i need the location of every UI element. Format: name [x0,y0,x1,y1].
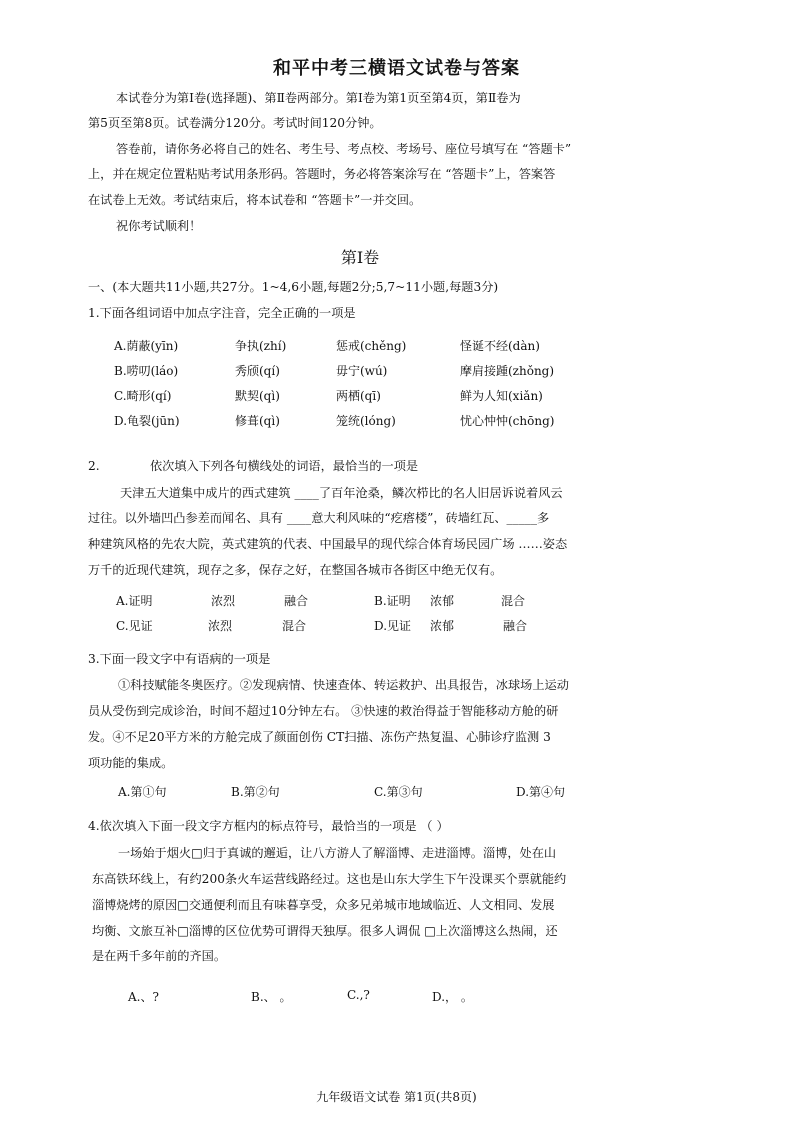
q2-option: 混合 [282,619,307,633]
q3-passage-line: 员从受伤到完成诊治，时间不超过10分钟左右。 ③快速的救治得益于智能移动方舱的研 [88,704,559,718]
q3-option: B.第②句 [231,785,280,799]
q2-option: 混合 [501,594,526,608]
q1-option-text: 两栖(qī) [336,389,381,403]
q1-option-text: A.荫蔽(yīn) [114,339,179,353]
q1-option-text: 争执(zhí) [235,339,287,353]
q2-option: 融合 [503,619,528,633]
good-luck-line: 祝你考试顺利！ [116,219,202,233]
q3-passage-line: ①科技赋能冬奥医疗。②发现病情、快速查体、转运救护、出具报告，冰球场上运动 [118,678,569,692]
q2-option: D.见证 [374,619,412,633]
question-3-stem: 3.下面一段文字中有语病的一项是 [88,652,271,666]
q1-option-text: 怪诞不经(dàn) [460,339,540,353]
intro-line: 本试卷分为第Ⅰ卷(选择题)、第Ⅱ卷两部分。第Ⅰ卷为第1页至第4页，第Ⅱ卷为 [116,91,521,105]
q3-option: D.第④句 [516,785,566,799]
intro-line: 答卷前，请你务必将自己的姓名、考生号、考点校、考场号、座位号填写在 “答题卡” [116,142,572,156]
q2-passage-line: 过往。以外墙凹凸参差而闻名、具有 ____意大利风味的“疙瘩楼”，砖墙红瓦、_____多 [88,511,550,525]
q1-option-text: D.龟裂(jūn) [114,414,180,428]
q4-passage-line: 均衡、文旅互补□淄博的区位优势可谓得天独厚。很多人调侃 □上次淄博这么热闹，还 [92,924,558,938]
q1-option-text: 忧心忡忡(chōng) [460,414,555,428]
q4-passage-line: 是在两千多年前的齐国。 [92,949,227,963]
q2-option: 融合 [284,594,309,608]
q1-option-text: B.唠叨(láo) [114,364,179,378]
intro-line: 上，并在规定位置粘贴考试用条形码。答题时，务必将答案涂写在 “答题卡”上，答案答 [88,167,556,181]
question-1-stem: 1.下面各组词语中加点字注音，完全正确的一项是 [88,306,356,320]
q1-option-text: 修葺(qì) [235,414,280,428]
q2-option: 浓烈 [211,594,236,608]
intro-line: 在试卷上无效。考试结束后，将本试卷和 “答题卡”一并交回。 [88,193,422,207]
page-footer: 九年级语文试卷 第1页(共8页) [316,1090,477,1104]
page-title: 和平中考三横语文试卷与答案 [273,58,520,79]
part-header: 一、(本大题共11小题,共27分。1~4,6小题,每题2分;5,7~11小题,每题3分) [88,280,499,294]
q3-passage-line: 发。④不足20平方米的方舱完成了颜面创伤 CT扫描、冻伤产热复温、心肺诊疗监测 3 [88,730,551,744]
q2-option: 浓郁 [430,594,455,608]
q4-passage-line: 东高铁环线上，有约200条火车运营线路经过。这也是山东大学生下午没课买个票就能约 [92,872,567,886]
q4-option: A.、? [128,990,159,1004]
q3-option: A.第①句 [118,785,167,799]
q2-option: C.见证 [116,619,153,633]
q1-option-text: 笼统(lóng) [336,414,396,428]
q1-option-text: C.畸形(qí) [114,389,172,403]
q2-passage-line: 种建筑风格的先农大院，英式建筑的代表、中国最早的现代综合体育场民园广场 ……姿态 [88,537,568,551]
q4-option: D.， 。 [432,990,473,1004]
question-4-stem: 4.依次填入下面一段文字方框内的标点符号，最恰当的一项是 （ ） [88,819,449,833]
question-2-stem: 依次填入下列各句横线处的词语，最恰当的一项是 [150,459,419,473]
q1-option-text: 默契(qì) [235,389,280,403]
section-title: 第Ⅰ卷 [340,248,380,267]
question-2-number: 2. [88,459,100,473]
q4-option: C.,? [347,988,370,1002]
q4-option: B.、 。 [251,990,292,1004]
q2-passage-line: 万千的近现代建筑，现存之多，保存之好，在整国各城市各街区中绝无仅有。 [88,563,503,577]
q1-option-text: 鲜为人知(xiǎn) [460,389,543,403]
q4-passage-line: 淄博烧烤的原因□交通便利而且有味暮享受，众多兄弟城市地域临近、人文相同、发展 [92,898,555,912]
q4-passage-line: 一场始于烟火□归于真诚的邂逅，让八方游人了解淄博、走进淄博。淄博，处在山 [118,846,557,860]
q1-option-text: 惩戒(chěng) [336,339,407,353]
q2-option: 浓烈 [208,619,233,633]
q1-option-text: 摩肩接踵(zhǒng) [460,364,555,378]
q2-option: B.证明 [374,594,411,608]
intro-line: 第5页至第8页。试卷满分120分。考试时间120分钟。 [88,116,382,130]
q1-option-text: 秀颀(qí) [235,364,280,378]
q2-option: A.证明 [116,594,153,608]
q2-option: 浓郁 [430,619,455,633]
q2-passage-line: 天津五大道集中成片的西式建筑 ____了百年沧桑，鳞次栉比的名人旧居诉说着风云 [120,486,563,500]
q1-option-text: 毋宁(wú) [336,364,388,378]
q3-option: C.第③句 [374,785,423,799]
q3-passage-line: 项功能的集成。 [88,756,174,770]
